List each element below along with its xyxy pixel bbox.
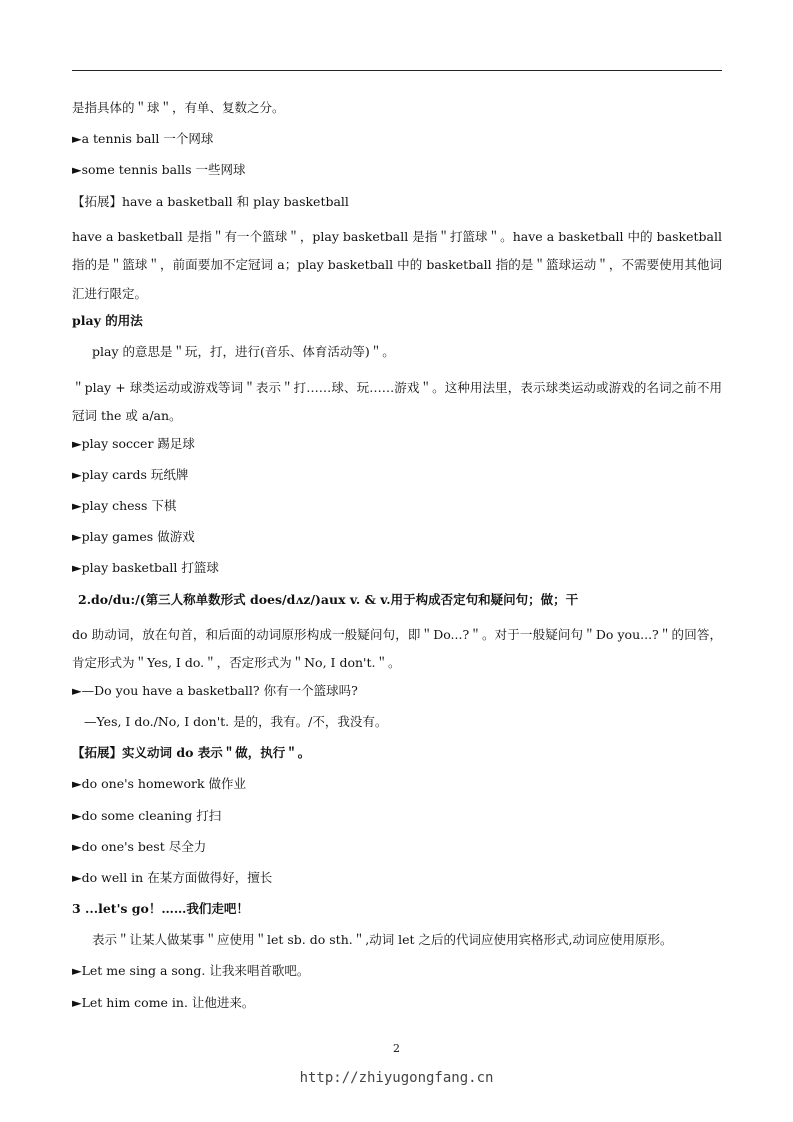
example-item: ►play cards 玩纸牌 [72,466,189,482]
example-item: ►—Do you have a basketball? 你有一个篮球吗? [72,682,358,698]
paragraph: ＂play + 球类运动或游戏等词＂表示＂打……球、玩……游戏＂。这种用法里，表示球类运动或游戏的名词之前不用冠词 the 或 a/an。 [72,379,722,424]
page-number: 2 [393,1042,400,1055]
example-item: ►play games 做游戏 [72,529,195,545]
example-item: ►do one's homework 做作业 [72,776,246,792]
document-body [72,98,722,1024]
extension-heading: 【拓展】have a basketball 和 play basketball [72,193,349,209]
example-item: ►play soccer 踢足球 [72,435,195,451]
example-item: ►play chess 下棋 [72,498,177,513]
section-heading: 3 ...let's go！……我们走吧！ [72,901,249,917]
paragraph: 表示＂让某人做某事＂应使用＂let sb. do sth.＂,动词 let 之后的代词应使用宾格形式,动词应使用原形。 [92,932,673,948]
text-line: 是指具体的＂球＂，有单、复数之分。 [72,100,285,115]
footer-url[interactable]: http://zhiyugongfang.cn [299,1070,494,1086]
example-item: ►do one's best 尽全力 [72,838,207,854]
example-item: ►play basketball 打篮球 [72,560,219,576]
extension-heading: 【拓展】实义动词 do 表示＂做，执行＂。 [72,745,311,761]
example-answer: —Yes, I do./No, I don't. 是的，我有。/不，我没有。 [84,713,388,729]
paragraph: play 的意思是＂玩，打，进行(音乐、体育活动等)＂。 [92,344,395,360]
example-item: ►do well in 在某方面做得好，擅长 [72,869,273,885]
section-heading: 2.do/du:/(第三人称单数形式 does/dʌz/)aux v. & v.用于构成否定句和疑问句；做；干 [78,591,579,607]
paragraph: do 助动词，放在句首，和后面的动词原形构成一般疑问句，即＂Do...?＂。对于一般疑问句＂Do you...?＂的回答，肯定形式为＂Yes, I do.＂，否定形式为＂No, I don't.＂。 [72,626,722,671]
example-item: ►do some cleaning 打扫 [72,807,222,823]
example-item: ►some tennis balls 一些网球 [72,162,246,178]
paragraph: have a basketball 是指＂有一个篮球＂，play basketball 是指＂打篮球＂。have a basketball 中的 basketball 指的是＂篮球＂，前面要加不定冠词 a；play basketball 中的 basketball 指的是＂篮球运动＂，不需要使用其他词汇进行限定。 [72,228,722,301]
example-item: ►a tennis ball 一个网球 [72,131,214,147]
example-item: ►Let me sing a song. 让我来唱首歌吧。 [72,963,310,979]
section-heading: play 的用法 [72,313,143,329]
header-rule [72,70,722,71]
example-item: ►Let him come in. 让他进来。 [72,994,255,1010]
